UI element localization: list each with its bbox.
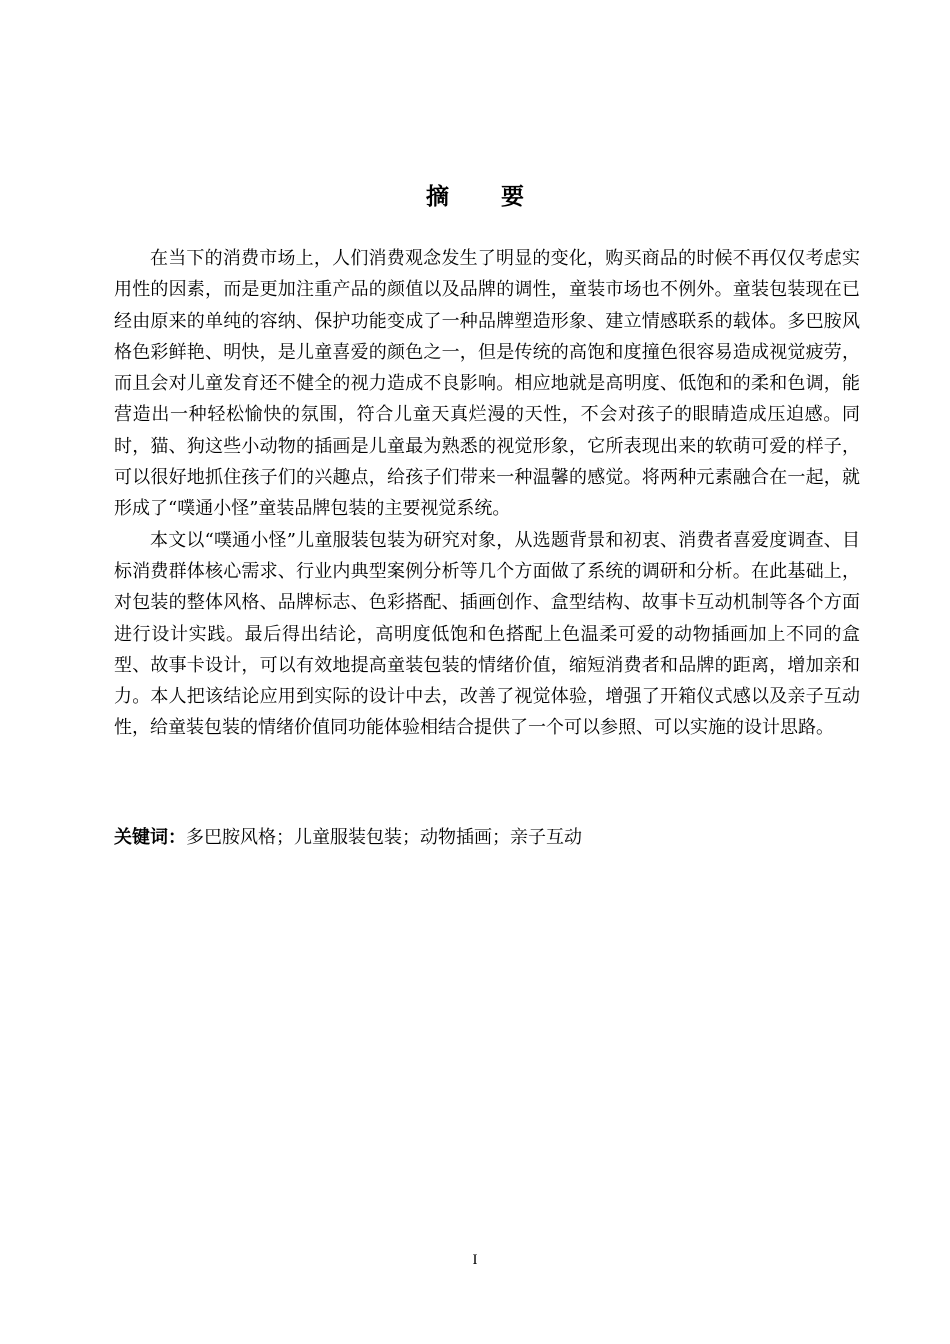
- keywords-text: 多巴胺风格；儿童服装包装；动物插画；亲子互动: [186, 827, 582, 848]
- keywords-line: [114, 822, 860, 853]
- page-number: I: [472, 1252, 478, 1268]
- abstract-paragraph-2: 本文以“噗通小怪”儿童服装包装为研究对象，从选题背景和初衷、消费者喜爱度调查、目标消费群体核心需求、行业内典型案例分析等几个方面做了系统的调研和分析。在此基础上，对包装的整体风格、品牌标志、色彩搭配、插画创作、盒型结构、故事卡互动机制等各个方面进行设计实践。最后得出结论，高明度低饱和色搭配上色温柔可爱的动物插画加上不同的盒型、故事卡设计，可以有效地提高童装包装的情绪价值，缩短消费者和品牌的距离，增加亲和力。本人把该结论应用到实际的设计中去，改善了视觉体验，增强了开箱仪式感以及亲子互动性，给童装包装的情绪价值同功能体验相结合提供了一个可以参照、可以实施的设计思路。: [114, 529, 860, 739]
- abstract-body: [114, 243, 860, 744]
- abstract-paragraph-1: 在当下的消费市场上，人们消费观念发生了明显的变化，购买商品的时候不再仅仅考虑实用性的因素，而是更加注重产品的颜值以及品牌的调性，童装市场也不例外。童装包装现在已经由原来的单纯的容纳、保护功能变成了一种品牌塑造形象、建立情感联系的载体。多巴胺风格色彩鲜艳、明快，是儿童喜爱的颜色之一，但是传统的高饱和度撞色很容易造成视觉疲劳，而且会对儿童发育还不健全的视力造成不良影响。相应地就是高明度、低饱和的柔和色调，能营造出一种轻松愉快的氛围，符合儿童天真烂漫的天性，不会对孩子的眼睛造成压迫感。同时，猫、狗这些小动物的插画是儿童最为熟悉的视觉形象，它所表现出来的软萌可爱的样子，可以很好地抓住孩子们的兴趣点，给孩子们带来一种温馨的感觉。将两种元素融合在一起，就形成了“噗通小怪”童装品牌包装的主要视觉系统。: [114, 248, 860, 520]
- abstract-title: 摘 要: [425, 184, 546, 210]
- keywords-label: 关键词：: [114, 827, 186, 848]
